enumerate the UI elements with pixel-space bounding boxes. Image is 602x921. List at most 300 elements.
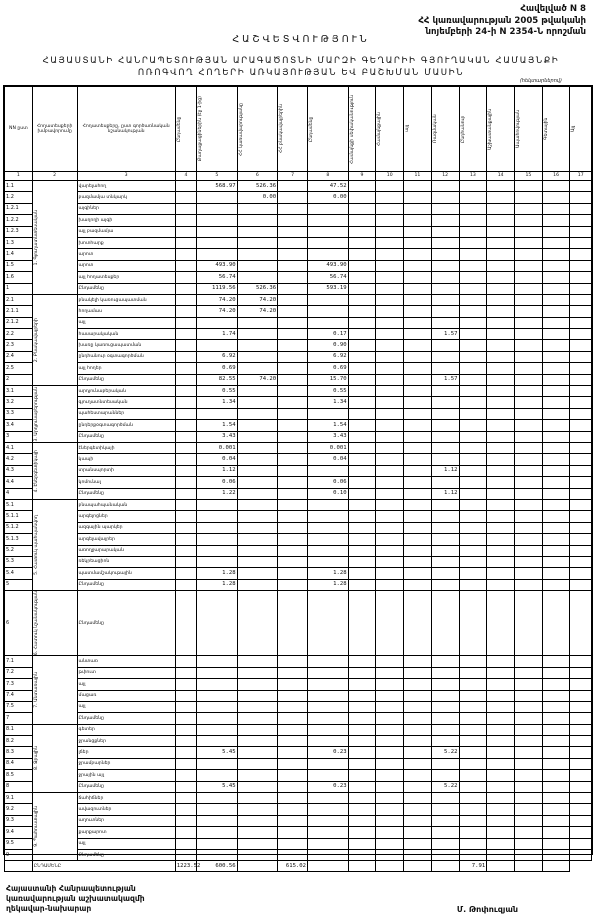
column-index: 15 — [515, 172, 543, 181]
row-value — [175, 690, 196, 701]
row-value — [348, 329, 376, 340]
row-label: արոտ — [77, 249, 175, 260]
row-value — [487, 522, 515, 533]
row-value — [348, 534, 376, 545]
row-value — [487, 306, 515, 317]
row-value — [197, 556, 238, 567]
row-value — [348, 237, 376, 248]
row-value — [542, 736, 570, 747]
row-value — [237, 656, 278, 667]
row-value — [348, 465, 376, 476]
table-row — [5, 283, 592, 294]
row-value — [542, 488, 570, 499]
row-value — [542, 226, 570, 237]
row-value: 1.12 — [197, 465, 238, 476]
row-value — [404, 306, 432, 317]
signatory-line-3: ղեկավար-նախարար — [6, 904, 92, 913]
row-value — [197, 203, 238, 214]
table-row — [5, 781, 592, 792]
row-value — [404, 374, 432, 385]
land-report-table — [3, 85, 593, 869]
row-value — [376, 420, 404, 431]
column-header — [237, 87, 278, 172]
table-row — [5, 442, 592, 453]
column-index: 2 — [32, 172, 77, 181]
row-value — [431, 294, 459, 305]
row-value — [515, 397, 543, 408]
row-code: 9 — [5, 849, 33, 860]
row-value — [175, 294, 196, 305]
row-value — [431, 793, 459, 804]
row-value — [376, 656, 404, 667]
row-value — [542, 701, 570, 712]
row-value — [515, 556, 543, 567]
row-code: 5.1.1 — [5, 511, 33, 522]
row-value — [570, 579, 592, 590]
row-value — [570, 815, 592, 826]
row-value — [404, 260, 432, 271]
row-value — [348, 747, 376, 758]
row-value: 0.04 — [308, 454, 349, 465]
row-value — [487, 181, 515, 192]
row-value — [542, 511, 570, 522]
row-value: 0.55 — [308, 386, 349, 397]
table-row — [5, 294, 592, 305]
row-value — [376, 758, 404, 769]
row-value — [570, 770, 592, 781]
row-value — [515, 713, 543, 724]
row-value — [237, 838, 278, 849]
row-value — [515, 283, 543, 294]
row-code: 9.5 — [5, 838, 33, 849]
row-value — [237, 329, 278, 340]
row-value — [515, 408, 543, 419]
row-value — [376, 534, 404, 545]
row-value — [459, 534, 487, 545]
row-value — [376, 294, 404, 305]
row-value — [431, 545, 459, 556]
row-value: 0.00 — [237, 192, 278, 203]
row-value — [487, 793, 515, 804]
row-code: 2.1 — [5, 294, 33, 305]
row-value — [404, 679, 432, 690]
row-value — [404, 477, 432, 488]
signatory-title — [6, 884, 145, 914]
row-value: 1.54 — [308, 420, 349, 431]
row-value — [431, 522, 459, 533]
row-label: Ընդամենը — [77, 283, 175, 294]
column-header-label: Ընդամենը — [176, 116, 182, 142]
row-value — [348, 363, 376, 374]
row-value — [459, 770, 487, 781]
row-value — [376, 522, 404, 533]
row-value — [197, 215, 238, 226]
row-value — [570, 442, 592, 453]
row-code: 3 — [5, 431, 33, 442]
total-value — [542, 861, 570, 872]
row-value — [278, 386, 308, 397]
row-value — [175, 203, 196, 214]
row-value — [487, 815, 515, 826]
row-value — [515, 838, 543, 849]
row-value — [404, 329, 432, 340]
row-value — [487, 667, 515, 678]
row-value: 1.74 — [197, 329, 238, 340]
row-value — [431, 442, 459, 453]
table-row — [5, 713, 592, 724]
row-value — [431, 690, 459, 701]
table-row — [5, 656, 592, 667]
row-value — [175, 465, 196, 476]
row-value — [515, 181, 543, 192]
row-value — [237, 215, 278, 226]
row-value — [237, 667, 278, 678]
column-header-label: այլ — [405, 125, 411, 133]
row-value — [197, 667, 238, 678]
land-group-text: 2. Բնակավայրերի — [33, 317, 39, 363]
row-value — [431, 770, 459, 781]
row-value — [404, 203, 432, 214]
row-value — [459, 226, 487, 237]
row-label: պատմամշակութային — [77, 568, 175, 579]
row-value — [237, 849, 278, 860]
row-value — [175, 781, 196, 792]
row-value: 15.70 — [308, 374, 349, 385]
table-row — [5, 838, 592, 849]
row-value — [308, 226, 349, 237]
row-value — [542, 408, 570, 419]
row-value — [197, 192, 238, 203]
row-code: 7.2 — [5, 667, 33, 678]
row-label: ջրային այլ — [77, 770, 175, 781]
row-value — [487, 237, 515, 248]
row-value: 5.45 — [197, 747, 238, 758]
row-code: 1.1 — [5, 181, 33, 192]
row-value — [175, 192, 196, 203]
row-value — [515, 386, 543, 397]
row-value — [348, 656, 376, 667]
row-value — [404, 340, 432, 351]
row-label: խոտհարք — [77, 237, 175, 248]
row-value — [197, 237, 238, 248]
column-header — [77, 87, 175, 172]
row-value: 3.43 — [308, 431, 349, 442]
row-value: 0.90 — [308, 340, 349, 351]
row-value — [459, 838, 487, 849]
row-label: կապի — [77, 454, 175, 465]
row-value — [515, 294, 543, 305]
row-value — [515, 656, 543, 667]
row-value — [308, 736, 349, 747]
row-value — [237, 713, 278, 724]
row-value — [197, 249, 238, 260]
row-value — [278, 556, 308, 567]
row-value — [237, 420, 278, 431]
row-value — [570, 747, 592, 758]
row-value — [404, 442, 432, 453]
row-value — [487, 591, 515, 656]
row-value — [542, 667, 570, 678]
row-value — [542, 386, 570, 397]
row-value — [542, 454, 570, 465]
row-value — [348, 397, 376, 408]
row-value — [542, 442, 570, 453]
row-code: 4.1 — [5, 442, 33, 453]
row-value — [487, 556, 515, 567]
row-value — [278, 849, 308, 860]
row-value — [404, 827, 432, 838]
row-value — [348, 499, 376, 510]
row-value — [308, 294, 349, 305]
row-value — [348, 477, 376, 488]
row-value — [376, 701, 404, 712]
row-value — [348, 827, 376, 838]
row-value — [542, 397, 570, 408]
row-value — [487, 340, 515, 351]
row-value — [487, 477, 515, 488]
table-row — [5, 591, 592, 656]
row-value — [376, 249, 404, 260]
row-value — [308, 215, 349, 226]
row-code: 7.4 — [5, 690, 33, 701]
row-value — [542, 294, 570, 305]
row-value — [431, 272, 459, 283]
row-value — [542, 420, 570, 431]
row-value — [175, 511, 196, 522]
row-value — [515, 591, 543, 656]
row-value — [237, 249, 278, 260]
row-value — [404, 793, 432, 804]
row-value — [570, 340, 592, 351]
row-value — [487, 215, 515, 226]
column-header — [542, 87, 570, 172]
total-value: 1223.52 — [175, 861, 196, 872]
row-value — [348, 781, 376, 792]
row-value — [570, 374, 592, 385]
row-value — [487, 770, 515, 781]
row-value — [348, 226, 376, 237]
row-value — [175, 408, 196, 419]
row-code: 6 — [5, 591, 33, 656]
row-value: 5.22 — [431, 781, 459, 792]
land-group-text: 6. Հատուկ նշանակության — [33, 591, 39, 656]
row-value — [431, 556, 459, 567]
row-code: 3.4 — [5, 420, 33, 431]
row-value — [237, 260, 278, 271]
row-value — [197, 408, 238, 419]
row-value — [175, 363, 196, 374]
row-value — [237, 203, 278, 214]
row-value — [515, 793, 543, 804]
row-value — [570, 397, 592, 408]
row-value — [459, 556, 487, 567]
row-value — [348, 793, 376, 804]
row-value — [175, 351, 196, 362]
row-value — [376, 192, 404, 203]
table-row — [5, 736, 592, 747]
row-value — [376, 317, 404, 328]
row-value — [515, 465, 543, 476]
row-value — [348, 306, 376, 317]
row-value — [348, 408, 376, 419]
row-label: կոմունալ — [77, 477, 175, 488]
row-value — [376, 815, 404, 826]
row-value — [487, 724, 515, 735]
row-value — [376, 736, 404, 747]
row-value — [459, 477, 487, 488]
row-value — [237, 237, 278, 248]
row-value — [570, 283, 592, 294]
row-value — [237, 579, 278, 590]
table-row — [5, 815, 592, 826]
row-value — [197, 804, 238, 815]
row-label: այլ — [77, 317, 175, 328]
total-value — [348, 861, 376, 872]
row-value — [570, 260, 592, 271]
row-value — [278, 747, 308, 758]
table-row — [5, 724, 592, 735]
row-value — [278, 815, 308, 826]
row-value — [404, 215, 432, 226]
row-value — [278, 420, 308, 431]
row-value: 0.23 — [308, 781, 349, 792]
row-value — [431, 454, 459, 465]
row-value — [175, 815, 196, 826]
row-value — [376, 667, 404, 678]
row-value — [459, 260, 487, 271]
column-index: 10 — [376, 172, 404, 181]
column-header-label: ՀՀ կառավարությանը — [238, 102, 244, 156]
row-value — [459, 340, 487, 351]
row-value — [487, 568, 515, 579]
row-value — [175, 283, 196, 294]
row-label: արգելոցներ — [77, 511, 175, 522]
row-value — [278, 454, 308, 465]
appendix-line-3: նոյեմբերի 24-ի N 2354-Ն որոշման — [425, 27, 586, 37]
row-value — [431, 363, 459, 374]
row-value — [487, 534, 515, 545]
column-header — [404, 87, 432, 172]
row-value — [197, 545, 238, 556]
row-code: 5.1.3 — [5, 534, 33, 545]
unit-note: (հեկտարներով) — [519, 78, 562, 84]
row-value — [197, 701, 238, 712]
row-code: 3.3 — [5, 408, 33, 419]
row-code: 4.3 — [5, 465, 33, 476]
row-value — [348, 815, 376, 826]
row-value — [197, 724, 238, 735]
row-value — [308, 591, 349, 656]
row-value: 5.22 — [431, 747, 459, 758]
row-value — [515, 477, 543, 488]
column-header — [278, 87, 308, 172]
row-value — [278, 667, 308, 678]
table-row — [5, 203, 592, 214]
document-title: ՀԱՇՎԵՏՎՈՒԹՅՈՒՆ — [232, 34, 370, 45]
row-value — [542, 477, 570, 488]
row-code: 7.5 — [5, 701, 33, 712]
row-value — [175, 249, 196, 260]
row-value — [542, 499, 570, 510]
row-value — [175, 713, 196, 724]
row-value — [175, 679, 196, 690]
row-value — [515, 306, 543, 317]
row-value — [570, 329, 592, 340]
row-value — [487, 804, 515, 815]
row-label: ռեկրեացիոն — [77, 556, 175, 567]
row-value — [404, 488, 432, 499]
row-value — [197, 770, 238, 781]
row-value — [404, 556, 432, 567]
row-label: արգելավայրեր — [77, 534, 175, 545]
row-value — [404, 690, 432, 701]
row-value — [278, 522, 308, 533]
row-value — [487, 747, 515, 758]
row-value — [348, 849, 376, 860]
row-value — [515, 827, 543, 838]
row-value — [308, 499, 349, 510]
table-row — [5, 534, 592, 545]
row-value — [175, 701, 196, 712]
row-value — [570, 249, 592, 260]
row-value: 0.06 — [308, 477, 349, 488]
row-value — [542, 758, 570, 769]
row-value — [515, 701, 543, 712]
land-group-label — [32, 499, 77, 590]
row-value — [515, 351, 543, 362]
row-value — [570, 736, 592, 747]
row-value — [404, 465, 432, 476]
row-value — [308, 534, 349, 545]
row-value — [308, 724, 349, 735]
row-value — [459, 499, 487, 510]
row-label: Ընդամենը — [77, 591, 175, 656]
row-value — [459, 408, 487, 419]
row-value — [431, 656, 459, 667]
row-value — [197, 736, 238, 747]
column-index: 5 — [197, 172, 238, 181]
table-row — [5, 420, 592, 431]
row-value — [515, 747, 543, 758]
row-value — [175, 545, 196, 556]
row-value — [404, 736, 432, 747]
row-value — [542, 838, 570, 849]
table-row — [5, 522, 592, 533]
row-code: 1.2.3 — [5, 226, 33, 237]
row-value — [570, 237, 592, 248]
row-value — [515, 488, 543, 499]
row-value — [570, 804, 592, 815]
row-value: 0.69 — [308, 363, 349, 374]
total-value: 615.02 — [278, 861, 308, 872]
row-value: 1.12 — [431, 488, 459, 499]
row-value — [542, 203, 570, 214]
row-value — [570, 215, 592, 226]
row-label: այլ — [77, 679, 175, 690]
row-value — [515, 534, 543, 545]
land-group-label — [32, 442, 77, 499]
row-value — [570, 713, 592, 724]
row-value — [515, 499, 543, 510]
row-value — [542, 272, 570, 283]
row-value — [459, 579, 487, 590]
row-code: 3.2 — [5, 397, 33, 408]
row-value — [278, 431, 308, 442]
row-value — [237, 690, 278, 701]
row-value — [431, 736, 459, 747]
row-code: 3.1 — [5, 386, 33, 397]
table-row — [5, 351, 592, 362]
